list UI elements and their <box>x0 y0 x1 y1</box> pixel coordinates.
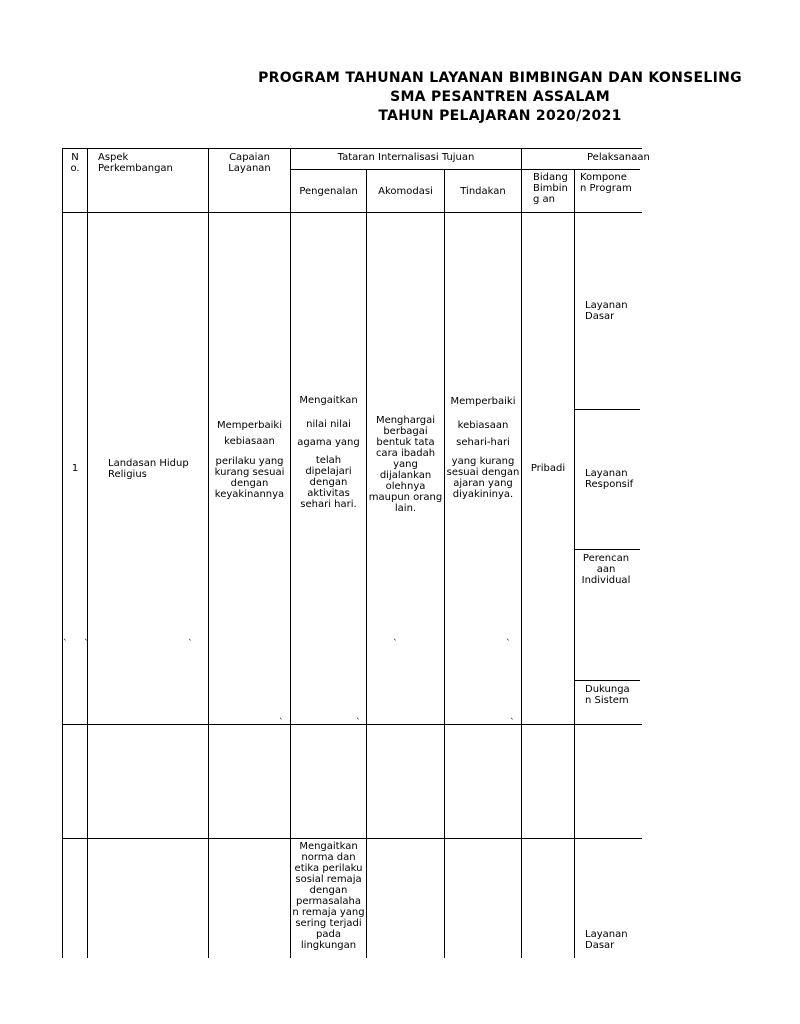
document-title-line-3: TAHUN PELAJARAN 2020/2021 <box>378 108 622 124</box>
stray-mark: ` <box>188 639 193 649</box>
row1-tindakan-line-3: sehari-hari <box>456 437 510 448</box>
komponen-divider-2 <box>574 549 640 550</box>
row1-tindakan-line-2: kebiasaan <box>457 420 509 431</box>
header-pelaksanaan: Pelaksanaan <box>587 152 650 163</box>
row1-komponen-layanan-dasar: Layanan Dasar <box>585 300 628 322</box>
table-border-top <box>62 148 642 149</box>
stray-mark: ` <box>84 639 89 649</box>
header-bidang: Bidang Bimbin g an <box>533 172 568 205</box>
header-subdivider <box>290 169 640 170</box>
row1-capaian-line-2: kebiasaan <box>224 436 275 447</box>
row3-komponen-layanan-dasar: Layanan Dasar <box>585 929 628 951</box>
row1-komponen-layanan-responsif: Layanan Responsif <box>585 468 634 490</box>
row1-pengenalan-line-2: nilai nilai <box>306 419 351 430</box>
stray-mark: ` <box>279 718 284 728</box>
stray-mark: ` <box>356 718 361 728</box>
document-title-line-2: SMA PESANTREN ASSALAM <box>390 89 610 105</box>
col-border-capaian <box>290 148 291 958</box>
row1-komponen-dukungan-sistem: Dukunga n Sistem <box>585 684 630 706</box>
row-2-bottom-border <box>62 838 642 839</box>
col-border-left <box>62 148 63 958</box>
stray-mark: ` <box>510 718 515 728</box>
row1-pengenalan-line-1: Mengaitkan <box>299 395 358 406</box>
header-pengenalan: Pengenalan <box>299 186 358 197</box>
header-capaian: Capaian Layanan <box>228 152 271 174</box>
row1-no: 1 <box>71 463 79 474</box>
row1-akomodasi: Menghargai berbagai bentuk tata cara ibadah yang dijalankan olehnya maupun orang lain. <box>368 415 443 514</box>
header-komponen: Kompone n Program <box>580 172 632 194</box>
col-border-pengenalan <box>366 169 367 958</box>
komponen-divider-3 <box>574 680 640 681</box>
row3-pengenalan: Mengaitkan norma dan etika perilaku sosial remaja dengan permasalaha n remaja yang sering terjadi pada lingkungan <box>292 841 365 951</box>
col-border-tindakan <box>521 148 522 958</box>
row1-tindakan-line-4: yang kurang sesuai dengan ajaran yang diyakininya. <box>446 456 520 500</box>
document-title-line-1: PROGRAM TAHUNAN LAYANAN BIMBINGAN DAN KONSELING <box>258 70 742 86</box>
row1-aspek: Landasan Hidup Religius <box>108 458 189 480</box>
header-tataran: Tataran Internalisasi Tujuan <box>337 152 475 163</box>
stray-mark: ` <box>506 639 511 649</box>
row-1-bottom-border <box>62 724 642 725</box>
header-aspek: Aspek Perkembangan <box>98 152 173 174</box>
header-akomodasi: Akomodasi <box>378 186 433 197</box>
row1-capaian-line-3: perilaku yang kurang sesuai dengan keyakinannya <box>214 456 285 500</box>
col-border-no <box>87 148 88 958</box>
header-tindakan: Tindakan <box>460 186 506 197</box>
stray-mark: ` <box>393 639 398 649</box>
header-bottom-border <box>62 212 642 213</box>
row1-pengenalan-line-3: agama yang <box>297 437 360 448</box>
col-border-aspek <box>208 148 209 958</box>
row1-bidang: Pribadi <box>530 463 566 474</box>
komponen-divider-1 <box>574 409 640 410</box>
row1-capaian-line-1: Memperbaiki <box>217 420 282 431</box>
row1-tindakan-line-1: Memperbaiki <box>450 396 516 407</box>
col-border-akomodasi <box>444 169 445 958</box>
row1-pengenalan-line-4: telah dipelajari dengan aktivitas sehari hari. <box>300 455 357 510</box>
header-no: N o. <box>70 152 80 174</box>
stray-mark: ` <box>63 639 68 649</box>
row1-komponen-perencanaan-individual: Perencan aan Individual <box>581 553 631 586</box>
